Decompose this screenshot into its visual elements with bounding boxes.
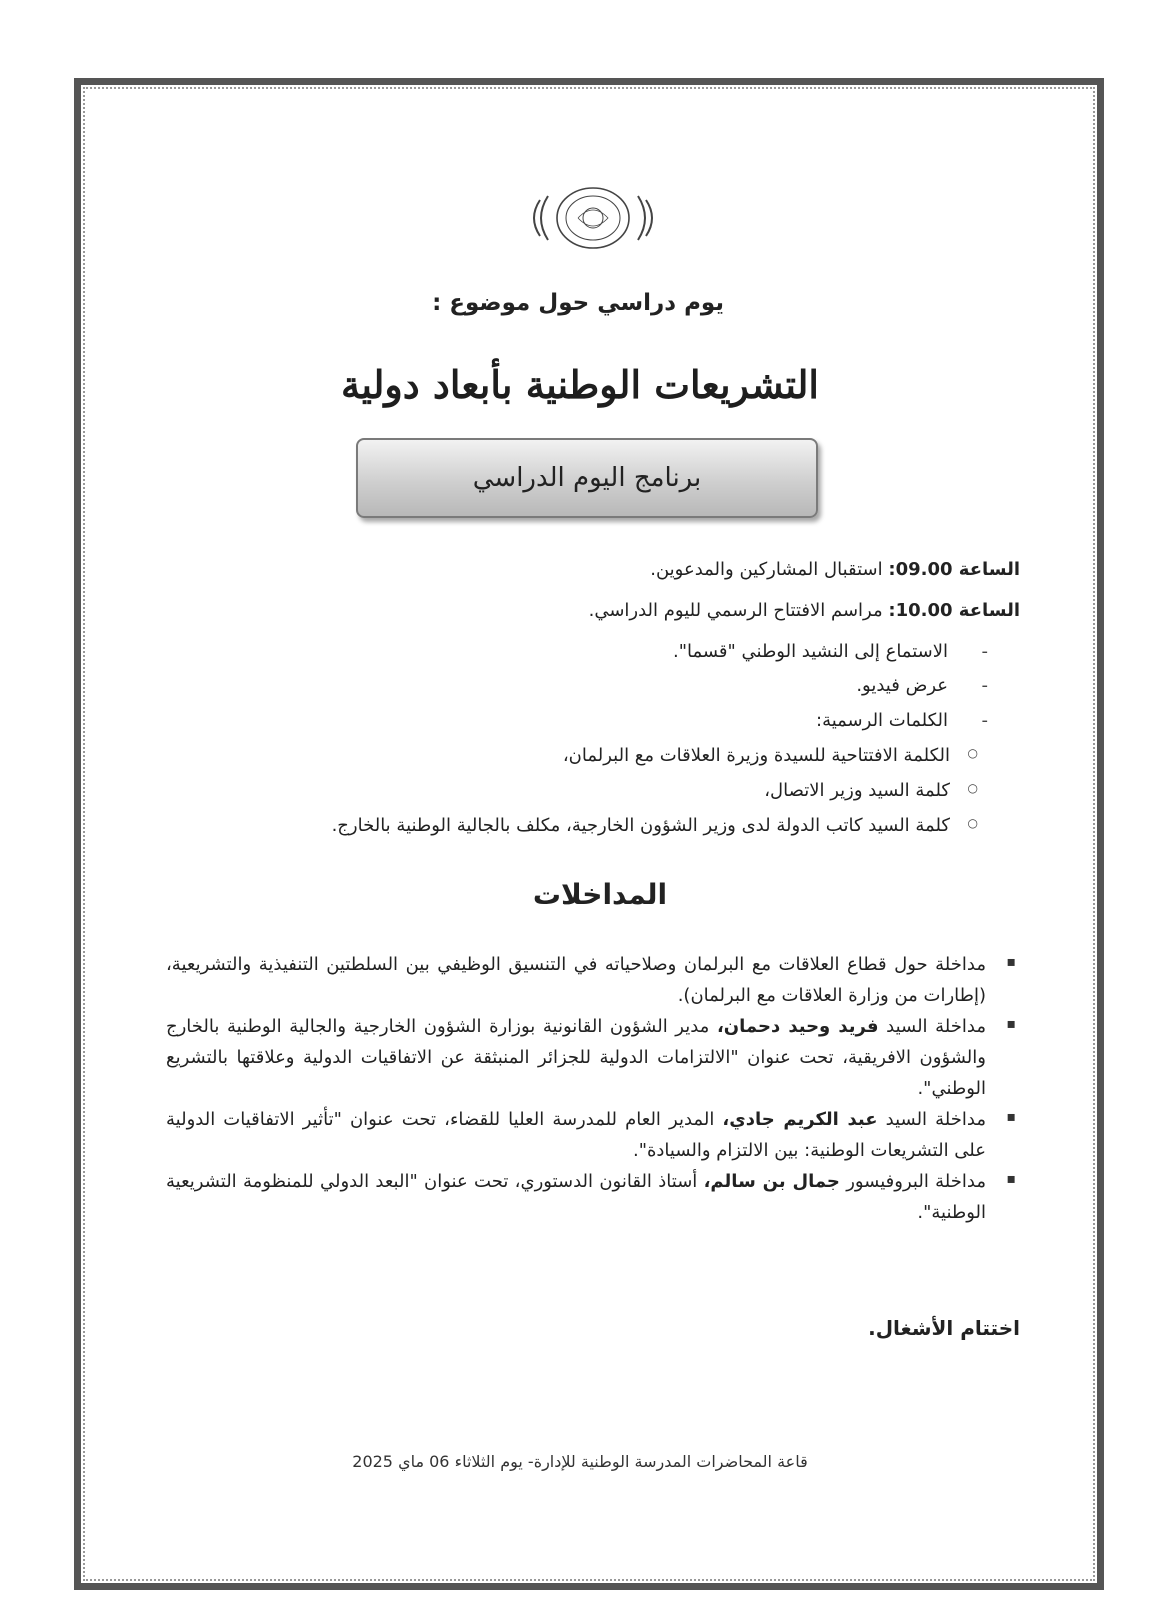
list-item: - عرض فيديو.: [120, 672, 948, 701]
schedule-item: [120, 556, 1020, 585]
intervention-text: مداخلة السيد: [877, 1108, 986, 1130]
list-item: [166, 1012, 986, 1105]
closing-text: اختتام الأشغال.: [868, 1316, 1020, 1340]
schedule-item: [120, 597, 1020, 626]
intervention-text: أستاذ القانون الدستوري، تحت عنوان "البعد الدولي للمنظومة التشريعية الوطنية".: [166, 1170, 986, 1223]
intervention-text: مداخلة حول قطاع العلاقات مع البرلمان وصلاحياته في التنسيق الوظيفي بين السلطتين التنفيذية والتشريعية، (إطارات من وزارة العلاقات مع البرلمان).: [166, 954, 986, 1006]
opening-ceremony-list: [120, 638, 1020, 736]
schedule-text: مراسم الافتتاح الرسمي لليوم الدراسي.: [588, 599, 883, 621]
intervention-text: مدير الشؤون القانونية بوزارة الشؤون الخارجية والجالية الوطنية بالخارج والشؤون الافريقية، تحت عنوان "الالتزامات الدولية للجزائر المنبثقة عن الاتفاقيات الدولية وعلاقتها بالتشريع الوطني".: [166, 1015, 986, 1099]
speeches-list: [120, 742, 1020, 840]
speaker-name: عبد الكريم جادي،: [722, 1108, 878, 1130]
intervention-text: مداخلة البروفيسور: [839, 1170, 986, 1192]
list-item: [166, 1167, 986, 1229]
page-title: التشريعات الوطنية بأبعاد دولية: [341, 362, 819, 407]
list-item: - الاستماع إلى النشيد الوطني "قسما".: [120, 638, 948, 667]
list-item: [166, 1105, 986, 1167]
intervention-text: المدير العام للمدرسة العليا للقضاء، تحت عنوان "تأثير الاتفاقيات الدولية على التشريعات الوطنية: بين الالتزام والسيادة".: [166, 1108, 986, 1161]
schedule-time: الساعة 09.00:: [888, 559, 1020, 580]
schedule-section: [120, 556, 1020, 846]
intervention-text: مداخلة السيد: [878, 1015, 986, 1037]
interventions-list: [166, 950, 986, 1229]
list-item: ○ كلمة السيد كاتب الدولة لدى وزير الشؤون الخارجية، مكلف بالجالية الوطنية بالخارج.: [120, 812, 950, 841]
list-item: ○ كلمة السيد وزير الاتصال،: [120, 777, 950, 806]
interventions-heading: المداخلات: [532, 878, 668, 911]
ministry-seal-icon: [526, 182, 660, 254]
list-item: ○ الكلمة الافتتاحية للسيدة وزيرة العلاقات مع البرلمان،: [120, 742, 950, 771]
schedule-text: استقبال المشاركين والمدعوين.: [650, 559, 883, 580]
schedule-time: الساعة 10.00:: [888, 599, 1020, 621]
program-title: برنامج اليوم الدراسي: [472, 463, 702, 493]
speaker-name: جمال بن سالم،: [703, 1170, 840, 1192]
page-subtitle: يوم دراسي حول موضوع :: [432, 290, 724, 316]
list-item: - الكلمات الرسمية:: [120, 707, 948, 736]
program-title-box: [356, 438, 818, 518]
list-item: [166, 950, 986, 1012]
interventions-section: [166, 950, 986, 1229]
speaker-name: فريد وحيد دحمان،: [716, 1015, 879, 1037]
footer-venue: قاعة المحاضرات المدرسة الوطنية للإدارة- يوم الثلاثاء 06 ماي 2025: [352, 1452, 808, 1471]
